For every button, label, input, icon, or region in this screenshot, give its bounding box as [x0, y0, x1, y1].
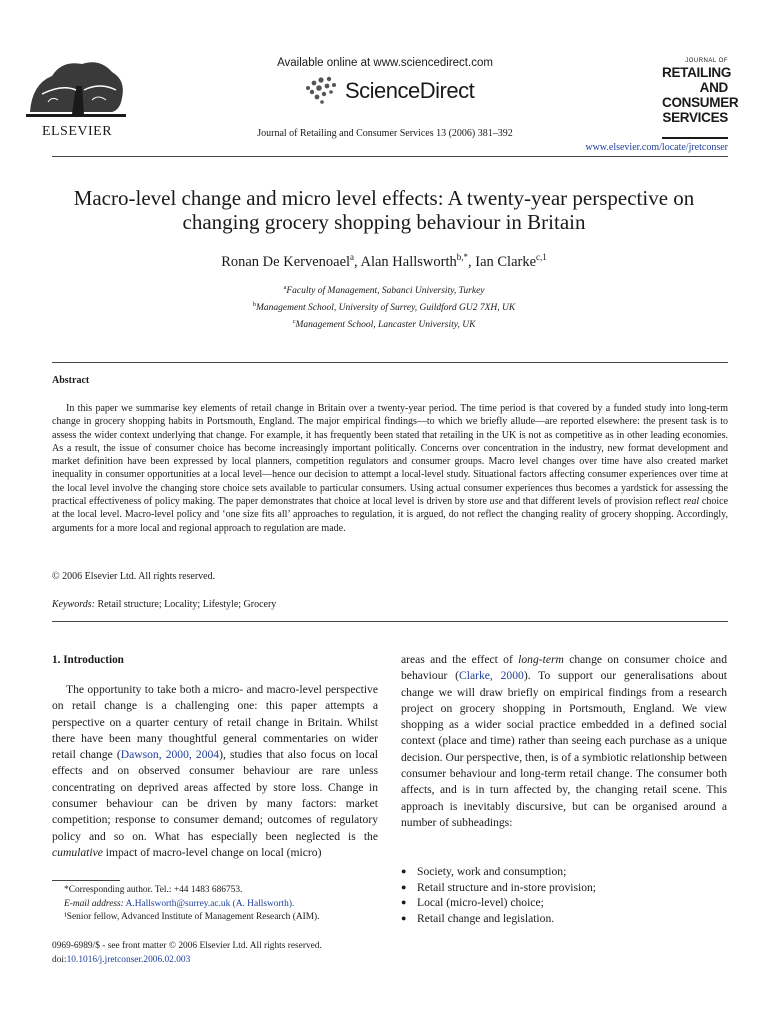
author-list: Ronan De Kervenoael$^a$, Alan Hallsworth$^{b,*}$, Ian Clarke$^{c,1}$	[221, 252, 547, 270]
keywords	[52, 599, 276, 610]
keywords-list: Retail structure; Locality; Lifestyle; Grocery	[97, 599, 277, 610]
front-matter	[52, 940, 392, 967]
sciencedirect-logo-text: ScienceDirect	[345, 78, 475, 103]
abstract-copyright: © 2006 Elsevier Ltd. All rights reserved.	[52, 571, 216, 582]
affiliation-item	[40, 281, 728, 298]
publisher-name: ELSEVIER	[41, 124, 113, 139]
author-name: Ronan De Kervenoael	[221, 253, 351, 270]
subheading-list	[401, 864, 727, 926]
body-text: The opportunity to take both a micro- and macro-level perspective on retail change is a challenging one: this paper attempts a perspective on a quarter century of retail change in Britain. Whilst there have been many thoughtful general commentaries on wider retail change (	[52, 683, 378, 762]
body-emphasis: cumulative	[52, 845, 103, 859]
author-mark[interactable]: a	[350, 252, 355, 262]
journal-logo-line: CONSUMER	[662, 95, 739, 110]
body-text: impact of macro-level change on local (micro)	[102, 845, 322, 859]
list-item: ● Retail structure and in-store provision;	[401, 880, 727, 896]
divider	[52, 156, 728, 157]
email-label: E-mail address:	[64, 898, 124, 909]
author-mark[interactable]: c,1	[536, 252, 547, 262]
body-emphasis: long-term	[518, 653, 564, 666]
front-matter-text: 0969-6989/$ - see front matter © 2006 Elsevier Ltd. All rights reserved.	[52, 941, 322, 951]
abstract-heading: Abstract	[52, 375, 90, 386]
email-link[interactable]: A.Hallsworth@surrey.ac.uk (A. Hallsworth).	[125, 898, 295, 909]
affiliation-mark: a	[283, 284, 287, 291]
body-text: ), studies that also focus on local effects and on observed consumer behaviour are rare unless concentrating on deprived areas affected by store loss. Change in consumer behaviour can be driven by many factors: market competition; response to consumer demand; outcomes of regulatory policy and so on. What has especially been neglected is the	[52, 748, 378, 843]
abstract-emphasis: use	[489, 496, 504, 508]
author-name: Ian Clarke	[475, 253, 537, 270]
body-text: areas and the effect of	[401, 653, 519, 666]
affiliation-item	[40, 315, 728, 332]
footnote-email	[52, 898, 378, 912]
list-item: ● Society, work and consumption;	[401, 864, 727, 880]
author-name: Alan Hallsworth	[360, 253, 457, 270]
section-heading: 1. Introduction	[52, 654, 124, 666]
journal-logo-line: JOURNAL OF	[685, 58, 728, 64]
divider	[662, 137, 728, 139]
affiliation-mark: c	[292, 318, 296, 326]
divider	[52, 362, 728, 363]
keywords-label: Keywords:	[52, 599, 95, 610]
abstract-emphasis: real	[683, 496, 700, 508]
footnotes	[52, 884, 378, 925]
available-online-text: Available online at www.sciencedirect.com	[277, 57, 493, 69]
citation-link[interactable]: Dawson, 2000, 2004	[120, 748, 220, 762]
abstract-text-part: choice at the local level. Macro-level policy and ‘one size fits all’ approaches to regulation, it is argued, do not reflect the changing reality of grocery shopping. Accordingly, arguments for a more local and regional approach to regulation are made.	[52, 496, 729, 534]
footnote-corresponding: *Corresponding author. Tel.: +44 1483 686753.	[64, 885, 243, 895]
affiliation-text: Management School, University of Surrey, Guildford GU2 7XH, UK	[256, 303, 516, 314]
list-item: ● Retail change and legislation.	[401, 911, 727, 927]
abstract-text-part: In this paper we summarise key elements of retail change in Britain over a twenty-year period. The time period is that covered by a funded study into long-term change in grocery shopping habits in Portsmouth, England. The major empirical findings—to which we briefly allude—are reported elsewhere: the present task is to assess the wider context underlying that change. For example, it has frequently been stated that retailing in the UK is not as competitive as in other leading economies. As a result, the issue of consumer choice has become increasingly important politically. Concerns over concentration in the industry, new format development and market definition have been expressed by local planners, competition regulators and consumer groups. Macro level changes over time have also created market inequality in consumer opportunities at a local level—hence our decision to attempt a local-level study. Situational factors affecting consumer experiences over time at the local level involve the changing store choice sets available to particular consumers. Using actual consumer experiences thus becomes a yardstick for assessing the practical effectiveness of policy making. The paper demonstrates that choice at local level is driven by store	[52, 403, 728, 508]
footnote-divider	[52, 880, 120, 881]
journal-logo	[662, 57, 739, 125]
doi-link[interactable]: 10.1016/j.jretconser.2006.02.003	[66, 954, 191, 965]
footnote-senior: ¹Senior fellow, Advanced Institute of Management Research (AIM).	[64, 912, 320, 922]
doi-line	[52, 954, 392, 968]
journal-url-link[interactable]: www.elsevier.com/locate/jretconser	[585, 142, 728, 153]
journal-logo-line: RETAILING	[662, 65, 732, 80]
intro-left-column	[52, 682, 378, 861]
intro-right-column	[401, 652, 727, 831]
affiliation-text: Faculty of Management, Sabanci University, Turkey	[286, 286, 485, 297]
affiliations	[40, 281, 728, 332]
abstract-text	[52, 402, 728, 535]
journal-logo-line: SERVICES	[662, 110, 728, 125]
divider	[52, 621, 728, 622]
journal-logo-line: AND	[699, 80, 728, 95]
citation-link[interactable]: Clarke, 2000	[459, 669, 524, 683]
doi-label: doi:	[52, 954, 67, 965]
affiliation-item	[40, 298, 728, 315]
journal-citation: Journal of Retailing and Consumer Services 13 (2006) 381–392	[257, 128, 513, 139]
affiliation-text: Management School, Lancaster University, UK	[295, 320, 476, 331]
body-text: ). To support our generalisations about change we will draw briefly on empirical findings from a research project on grocery shopping in Portsmouth, England. We view shopping as a wider social practice embedded in a defined social context (place and time) rather than seeing each purchase as a unique decision. Our perspective, then, is of a symbiotic relationship between consumer behaviour and long-term retail change. The consumer both affects, and is in turn affected by, the changing retail scene. This approach is inevitably discursive, but can be organised around a number of subheadings:	[401, 669, 727, 829]
list-item: ● Local (micro-level) choice;	[401, 895, 727, 911]
body-text: change on consumer choice and behaviour (	[401, 653, 727, 683]
sciencedirect-dots-icon	[302, 74, 342, 108]
article-title: Macro-level change and micro level effects: A twenty-year perspective on changing grocery shopping behaviour in Britain	[73, 186, 695, 234]
abstract-text-part: and that different levels of provision reflect	[503, 496, 684, 508]
author-mark[interactable]: b,*	[456, 252, 468, 262]
affiliation-mark: b	[252, 301, 257, 309]
elsevier-tree-logo	[22, 54, 130, 120]
